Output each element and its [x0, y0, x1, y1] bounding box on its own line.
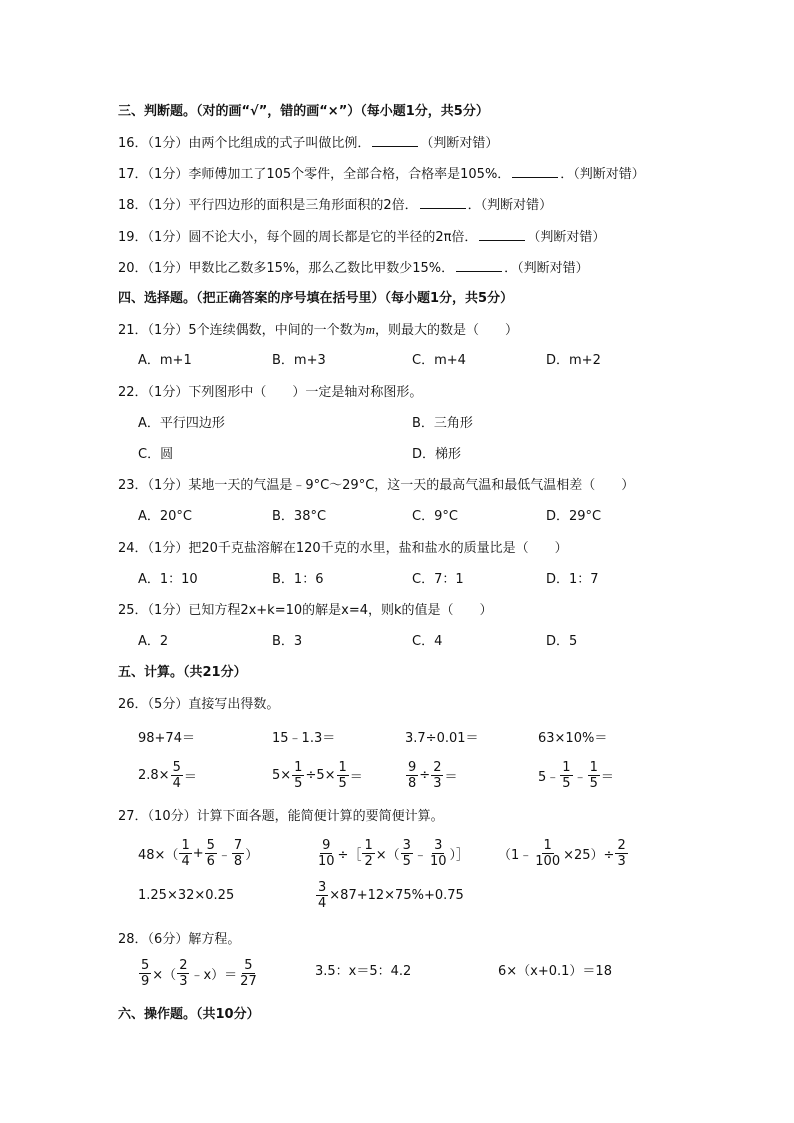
numerator: 3 [318, 880, 327, 895]
numerator: 9 [322, 838, 331, 853]
question-20 [118, 259, 589, 278]
q27-item-2 [315, 838, 469, 869]
expr-part: ÷［ [337, 848, 362, 863]
answer-blank [479, 228, 525, 241]
q25-option-d: D．5 [546, 634, 578, 649]
q21-option-d: D．m+2 [546, 353, 601, 368]
fraction [179, 838, 191, 869]
expr-part: ＝ [349, 770, 363, 785]
expr-part: 5﹣ [538, 770, 560, 785]
question-16 [118, 134, 498, 153]
denominator: 9 [141, 974, 150, 989]
q19-text: 19．（1分）圆不论大小，每个圆的周长都是它的半径的2π倍． [118, 230, 478, 245]
section-4-title: 四、选择题。（把正确答案的序号填在括号里）（每小题1分，共5分） [118, 291, 514, 306]
expr-part: + [192, 846, 204, 861]
fraction [588, 760, 600, 791]
denominator: 4 [181, 854, 190, 869]
question-24: 24．（1分）把20千克盐溶解在120千克的水里，盐和盐水的质量比是（ ） [118, 541, 568, 556]
q28-item-3: 6×（x+0.1）＝18 [498, 964, 612, 979]
q21-option-c: C．m+4 [412, 353, 466, 368]
expr-part: ﹣ [573, 770, 587, 785]
q25-option-c: C．4 [412, 634, 443, 649]
q25-option-b: B．3 [272, 634, 303, 649]
q16-text: 16．（1分）由两个比组成的式子叫做比例． [118, 136, 371, 151]
denominator: 2 [364, 854, 373, 869]
fraction [337, 760, 349, 791]
q24-option-c: C．7：1 [412, 572, 464, 587]
numerator: 3 [402, 838, 411, 853]
q22-option-a: A．平行四边形 [138, 416, 225, 431]
numerator: 1 [294, 760, 303, 775]
denominator: 5 [338, 776, 347, 791]
q26-item-4: 63×10%＝ [538, 731, 608, 746]
q23-option-b: B．38°C [272, 509, 327, 524]
denominator: 5 [562, 776, 571, 791]
denominator: 5 [402, 854, 411, 869]
numerator: 2 [433, 760, 442, 775]
q23-option-c: C．9°C [412, 509, 458, 524]
answer-blank [420, 196, 466, 209]
denominator: 5 [589, 776, 598, 791]
q23-option-a: A．20°C [138, 509, 193, 524]
expr-part: ）］ [449, 848, 469, 863]
q22-option-b: B．三角形 [412, 416, 473, 431]
question-23: 23．（1分）某地一天的气温是﹣9°C～29°C，这一天的最高气温和最低气温相差（ ） [118, 478, 635, 493]
answer-blank [372, 134, 418, 147]
q27-item-5 [315, 880, 464, 911]
q24-option-a: A．1：10 [138, 572, 198, 587]
expr-part: ＝ [444, 770, 458, 785]
numerator: 1 [364, 838, 373, 853]
question-22: 22．（1分）下列图形中（ ）一定是轴对称图形。 [118, 385, 423, 400]
question-28: 28．（6分）解方程。 [118, 932, 241, 947]
fraction [615, 838, 627, 869]
fraction [431, 760, 443, 791]
q28-item-2: 3.5：x＝5：4.2 [315, 964, 412, 979]
numerator: 1 [181, 838, 190, 853]
fraction [362, 838, 374, 869]
expr-part: ﹣ [413, 848, 427, 863]
answer-blank [456, 259, 502, 272]
fraction [406, 760, 418, 791]
numerator: 3 [434, 838, 443, 853]
denominator: 100 [535, 854, 561, 869]
numerator: 1 [589, 760, 598, 775]
q27-item-4: 1.25×32×0.25 [138, 888, 235, 903]
denominator: 10 [318, 854, 335, 869]
answer-blank [512, 165, 558, 178]
q20-suffix: ．（判断对错） [504, 261, 589, 276]
q24-option-b: B．1：6 [272, 572, 324, 587]
question-19 [118, 228, 605, 247]
denominator: 3 [179, 974, 188, 989]
q21-option-a: A．m+1 [138, 353, 192, 368]
fraction [560, 760, 572, 791]
expr-part: （1﹣ [498, 848, 533, 863]
expr-part: ×87+12×75%+0.75 [329, 888, 464, 903]
fraction [316, 838, 337, 869]
question-21 [118, 321, 518, 340]
denominator: 4 [318, 896, 327, 911]
expr-part: ﹣x）＝ [190, 968, 238, 983]
q21-option-b: B．m+3 [272, 353, 326, 368]
q17-suffix: ．（判断对错） [560, 167, 645, 182]
numerator: 5 [172, 760, 181, 775]
numerator: 7 [233, 838, 243, 853]
expr-part: ＝ [183, 770, 197, 785]
expr-part: 48×（ [138, 848, 179, 863]
q22-option-c: C．圆 [138, 447, 174, 462]
denominator: 10 [429, 854, 447, 869]
fraction [139, 958, 151, 989]
denominator: 5 [294, 776, 303, 791]
question-26: 26．（5分）直接写出得数。 [118, 697, 280, 712]
q27-item-3 [498, 838, 629, 869]
denominator: 3 [433, 776, 442, 791]
q21-text-end: ，则最大的数是（ ） [374, 323, 518, 338]
q28-item-1 [138, 958, 260, 989]
expr-part: ÷5× [305, 768, 336, 783]
numerator: 2 [617, 838, 626, 853]
denominator: 4 [172, 776, 181, 791]
q19-suffix: （判断对错） [527, 230, 606, 245]
section-3-title: 三、判断题。（对的画“√”，错的画“×”）（每小题1分，共5分） [118, 104, 489, 119]
q22-option-d: D．梯形 [412, 447, 462, 462]
expr-part: ×（ [375, 848, 400, 863]
numerator: 5 [206, 838, 215, 853]
expr-part: ） [245, 848, 259, 863]
numerator: 5 [141, 958, 150, 973]
q18-suffix: ．（判断对错） [467, 198, 553, 213]
expr-part: ×（ [152, 968, 177, 983]
q25-option-a: A．2 [138, 634, 169, 649]
question-18 [118, 196, 552, 215]
fraction [238, 958, 259, 989]
q26-item-2: 15﹣1.3＝ [272, 731, 336, 746]
fraction [401, 838, 413, 869]
expr-part: 5× [272, 768, 292, 783]
fraction [205, 838, 217, 869]
q17-text: 17．（1分）李师傅加工了105个零件，全部合格，合格率是105%． [118, 167, 511, 182]
fraction [292, 760, 304, 791]
fraction [171, 760, 183, 791]
fraction [177, 958, 189, 989]
expr-part: ＝ [600, 770, 614, 785]
question-17 [118, 165, 645, 184]
numerator: 1 [562, 760, 571, 775]
question-27: 27．（10分）计算下面各题，能简便计算的要简便计算。 [118, 809, 444, 824]
numerator: 1 [543, 838, 552, 853]
q18-text: 18．（1分）平行四边形的面积是三角形面积的2倍． [118, 198, 418, 213]
q16-suffix: （判断对错） [420, 136, 499, 151]
expr-part: 2.8× [138, 768, 170, 783]
q21-text: 21．（1分）5个连续偶数，中间的一个数为 [118, 323, 366, 338]
q20-text: 20．（1分）甲数比乙数多15%，那么乙数比甲数少15%． [118, 261, 455, 276]
fraction [428, 838, 449, 869]
fraction [232, 838, 244, 869]
expr-part: ÷ [419, 768, 431, 783]
q26-item-5 [138, 760, 197, 791]
question-25: 25．（1分）已知方程2x+k=10的解是x=4，则k的值是（ ） [118, 603, 493, 618]
expr-part: ﹣ [217, 848, 231, 863]
denominator: 8 [233, 854, 243, 869]
numerator: 5 [244, 958, 253, 973]
q24-option-d: D．1：7 [546, 572, 599, 587]
q26-item-7 [405, 760, 457, 791]
denominator: 27 [240, 974, 257, 989]
numerator: 2 [179, 958, 188, 973]
q26-item-1: 98+74＝ [138, 731, 195, 746]
denominator: 6 [206, 854, 215, 869]
q27-item-1 [138, 838, 258, 869]
numerator: 1 [338, 760, 347, 775]
numerator: 9 [408, 760, 417, 775]
section-5-title: 五、计算。（共21分） [118, 665, 247, 680]
denominator: 8 [408, 776, 417, 791]
fraction [316, 880, 328, 911]
q23-option-d: D．29°C [546, 509, 602, 524]
expr-part: ×25）÷ [563, 848, 615, 863]
q26-item-8 [538, 760, 614, 791]
denominator: 3 [617, 854, 626, 869]
q21-variable: m [365, 322, 375, 337]
fraction [533, 838, 562, 869]
q26-item-3: 3.7÷0.01＝ [405, 731, 479, 746]
section-6-title: 六、操作题。（共10分） [118, 1007, 260, 1022]
q26-item-6 [272, 760, 363, 791]
